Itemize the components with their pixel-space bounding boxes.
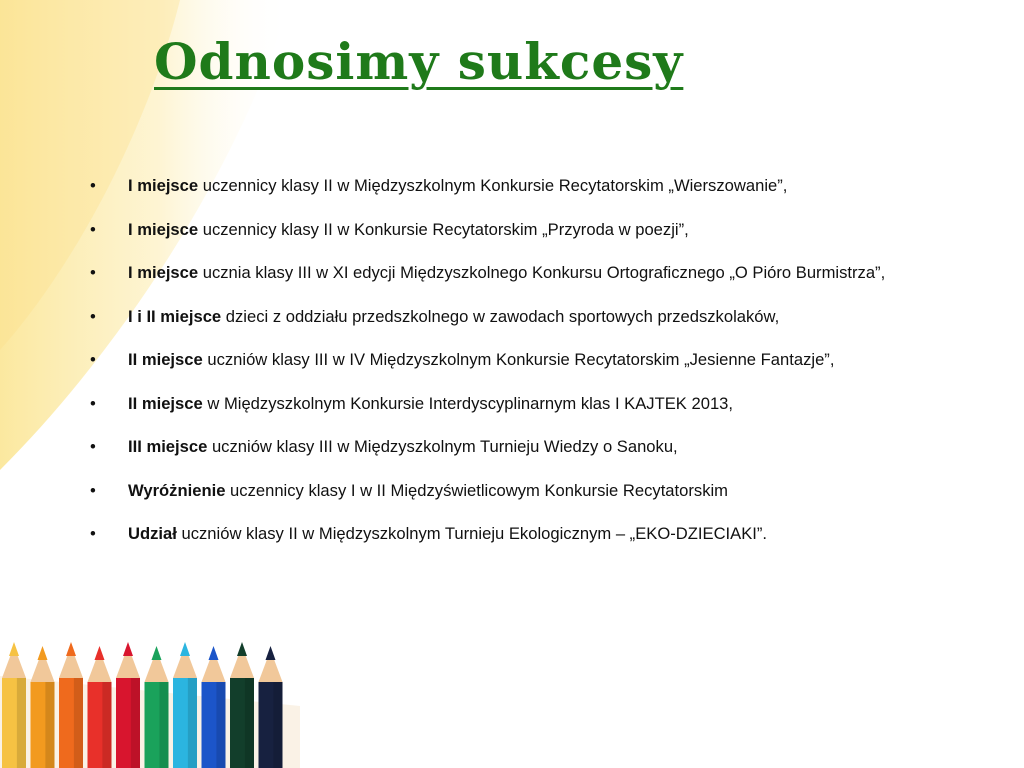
achievement-label: I miejsce [128,176,199,195]
colored-pencils-illustration [0,636,300,768]
achievement-label: II miejsce [128,393,203,413]
bullet: • [90,263,96,282]
bullet: • [90,480,96,500]
achievement-label: I miejsce [128,263,199,282]
achievement-item [90,388,1010,419]
bullet: • [90,350,96,369]
pencil [59,642,83,768]
slide-title: Odnosimy sukcesy [154,32,684,91]
pencil [202,646,226,768]
achievement-text: uczennicy klasy II w Konkursie Recytatorskim „Przyroda w poezji”, [198,219,689,239]
achievement-text: ucznia klasy III w XI edycji Międzyszkolnego Konkursu Ortograficznego „O Pióro Burmistrza”, [198,263,886,282]
pencil [230,642,254,768]
pencil [116,642,140,768]
achievement-item [90,344,1010,375]
bullet: • [90,176,96,195]
achievement-text: uczennicy klasy I w II Międzyświetlicowym Konkursie Recytatorskim [225,480,728,500]
bullet: • [90,219,96,239]
achievement-item [90,431,1010,462]
bullet: • [90,437,96,456]
pencil [173,642,197,768]
achievement-label: I miejsce [128,219,199,239]
bullet: • [90,393,96,413]
achievement-label: III miejsce [128,437,208,456]
achievement-item [90,518,1010,549]
bullet: • [90,524,96,543]
achievement-label: II miejsce [128,350,203,369]
achievement-text: w Międzyszkolnym Konkursie Interdyscyplinarnym klas I KAJTEK 2013, [202,393,734,413]
achievement-item [90,301,1010,332]
achievement-item [90,170,1010,201]
achievement-item [90,214,1010,245]
achievement-text: uczniów klasy III w Międzyszkolnym Turnieju Wiedzy o Sanoku, [207,437,678,456]
achievement-text: uczniów klasy III w IV Międzyszkolnym Konkursie Recytatorskim „Jesienne Fantazje”, [202,350,835,369]
bullet: • [90,306,96,326]
achievement-item [90,475,1010,506]
achievement-text: uczennicy klasy II w Międzyszkolnym Konkursie Recytatorskim „Wierszowanie”, [198,176,788,195]
achievement-text: dzieci z oddziału przedszkolnego w zawodach sportowych przedszkolaków, [221,306,780,326]
pencil [31,646,55,768]
achievement-item [90,257,1010,288]
achievement-text: uczniów klasy II w Międzyszkolnym Turnieju Ekologicznym – „EKO-DZIECIAKI”. [176,524,768,543]
pencil [88,646,112,768]
pencil [2,642,26,768]
achievements-list [90,170,1010,562]
achievement-label: I i II miejsce [128,306,222,326]
pencil [145,646,169,768]
achievement-label: Udział [128,524,177,543]
pencil [259,646,283,768]
achievement-label: Wyróżnienie [128,480,226,500]
